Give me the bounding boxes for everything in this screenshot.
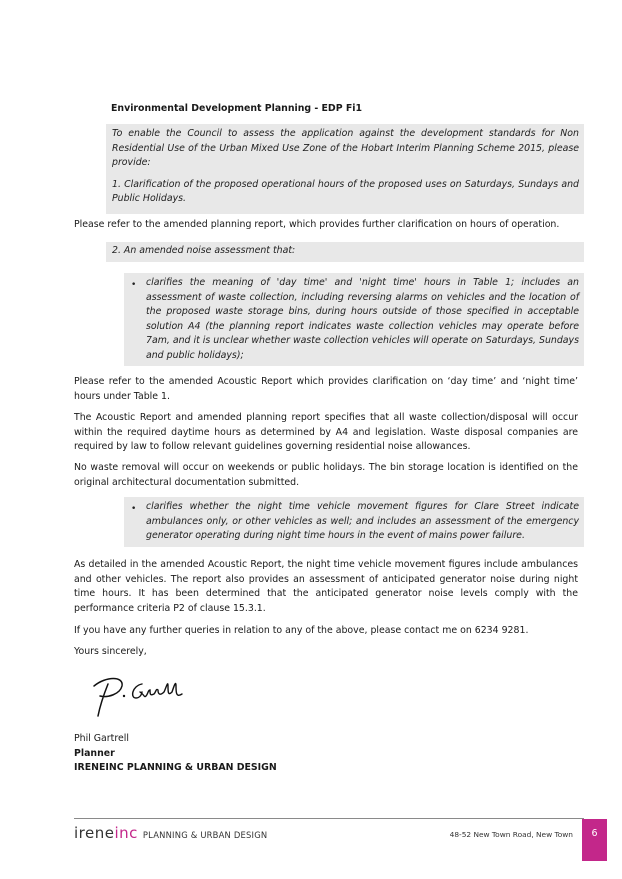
footer-address: 48-52 New Town Road, New Town [449,830,573,839]
closing-salutation: Yours sincerely, [74,646,147,657]
footer-divider [74,818,584,819]
section-heading: Environmental Development Planning - EDP Fi1 [111,103,362,114]
response-paragraph-3: As detailed in the amended Acoustic Report, the night time vehicle movement figures include ambulances and other vehicles. The report also provides an assessment of anticipated generator noise during night time hours. It has been determined that the anticipated generator noise levels comply with the performance criteria P2 of clause 15.3.1. [74,559,578,614]
bullet-marker: • [131,280,137,290]
bullet-marker: • [131,504,137,514]
request-2-text: 2. An amended noise assessment that: [112,245,296,256]
bullet-box-1 [124,273,584,366]
ireneinc-logo [74,823,267,845]
page-number-badge [582,819,607,861]
request-paragraph-2: 1. Clarification of the proposed operational hours of the proposed uses on Saturdays, Sundays and Public Holidays. [112,178,579,204]
page-number: 6 [591,828,598,839]
signatory-name: Phil Gartrell [74,733,129,744]
bullet-1-text: clarifies the meaning of 'day time' and 'night time' hours in Table 1; includes an assessment of waste collection, including reversing alarms on vehicles and the location of the proposed waste storage bins, during hours outside of those specified in acceptable solution A4 (the planning report indicates waste collection vehicles may operate before 7am, and it is unclear whether waste collection vehicles will operate on Saturdays, Sundays and public holidays); [146,277,579,361]
signatory-block [74,732,277,776]
closing-paragraph: If you have any further queries in relation to any of the above, please contact me on 6234 9281. [74,625,529,636]
logo-tagline: PLANNING & URBAN DESIGN [142,830,268,840]
logo-word-irene: irene [74,824,115,842]
bullet-2-text: clarifies whether the night time vehicle movement figures for Clare Street indicate ambulances only, or other vehicles as well; and includes an assessment of the emergency generator operating during night time hours in the event of mains power failure. [146,501,579,541]
request-paragraph-1: To enable the Council to assess the application against the development standards for Non Residential Use of the Urban Mixed Use Zone of the Hobart Interim Planning Scheme 2015, please provide: [112,128,579,168]
response-paragraph-2c: No waste removal will occur on weekends or public holidays. The bin storage location is identified on the original architectural documentation submitted. [74,462,578,488]
response-paragraph-2a: Please refer to the amended Acoustic Report which provides clarification on ‘day time’ and ‘night time’ hours under Table 1. [74,376,578,402]
council-request-2-box [106,242,584,262]
logo-word-inc: inc [114,824,138,842]
response-paragraph-1: Please refer to the amended planning report, which provides further clarification on hours of operation. [74,219,560,230]
response-paragraph-2b: The Acoustic Report and amended planning report specifies that all waste collection/disposal will occur within the required daytime hours as determined by A4 and legislation. Waste disposal companies are required by law to follow relevant guidelines governing residential noise allowances. [74,412,578,452]
council-request-box [106,124,584,214]
signature-image [84,672,188,722]
bullet-box-2 [124,497,584,547]
signatory-company: IRENEINC PLANNING & URBAN DESIGN [74,762,277,773]
signatory-title: Planner [74,747,115,759]
